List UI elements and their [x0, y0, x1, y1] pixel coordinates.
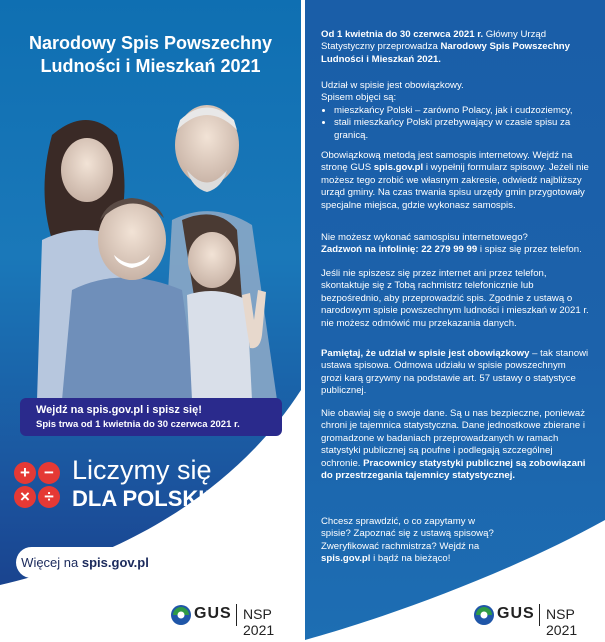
logo-divider [236, 604, 237, 626]
covered-list [321, 105, 589, 142]
math-signs-logo [14, 462, 62, 510]
leaflet-front-panel [0, 0, 301, 642]
minus-icon: − [38, 462, 60, 484]
data-safety-bold: Pracownicy statystyki publicznej są zobowiązani do przestrzegania tajemnicy statystycznej. [321, 457, 586, 482]
spis-link[interactable]: spis.gov.pl [373, 162, 424, 174]
obligation-paragraph [321, 80, 589, 142]
census-name: Narodowy Spis Powszechny Ludności i Mieszkań 2021. [321, 41, 571, 65]
family-photo [22, 100, 282, 400]
covered-heading: Spisem objęci są: [321, 92, 397, 104]
more-info-prefix: Więcej na [21, 555, 82, 570]
nsp-wordmark: NSP 2021 [243, 606, 275, 638]
list-item: • mieszkańcy Polski – zarówno Polacy, jak i cudzoziemcy, [334, 105, 589, 117]
nsp-wordmark: NSP 2021 [546, 606, 578, 638]
gus-nsp-logo [170, 602, 295, 638]
gus-emblem-icon [473, 604, 495, 626]
slogan-line-2: DLA POLSKI! [72, 486, 212, 511]
banner-dates: Spis trwa od 1 kwietnia do 30 czerwca 2021 r. [36, 419, 240, 430]
self-census-paragraph [321, 150, 589, 212]
hotline-text: i spisz się przez telefon. [477, 244, 582, 256]
data-safety-text: Nie obawiaj się o swoje dane. Są u nas bezpieczne, ponieważ chroni je tajemnica statystyczna. Dane jednostkowe zbierane i gromadzone w badaniach przeprowadzanych w ramach statystyki publicznej są poufne i podlegają szczególnej ochronie. [321, 408, 585, 469]
gus-wordmark: GUS [194, 605, 232, 622]
spis-link-2[interactable]: spis.gov.pl [321, 553, 371, 565]
leaflet-back-panel [305, 0, 605, 642]
logo-divider [539, 604, 540, 626]
list-item: • stali mieszkańcy Polski przebywający w czasie spisu za granicą. [334, 117, 589, 142]
mandatory-bold: Pamiętaj, że udział w spisie jest obowiązkowy [321, 348, 530, 359]
check-paragraph [321, 516, 501, 566]
gus-wordmark: GUS [497, 605, 535, 622]
leaflet-title [10, 32, 291, 78]
call-to-action-banner [20, 398, 282, 436]
plus-icon: + [14, 462, 36, 484]
mandatory-paragraph [321, 348, 589, 398]
slogan-line-1: Liczymy się [72, 455, 212, 485]
hotline-number: Zadzwoń na infolinię: 22 279 99 99 [321, 244, 478, 256]
title-line-2: Ludności i Mieszkań 2021 [40, 56, 261, 76]
check-text: Chcesz sprawdzić, o co zapytamy w spisie? Zapoznać się z ustawą spisową? Zweryfikować rachmistrza? Wejdź na [321, 516, 494, 552]
obligation-text: Udział w spisie jest obowiązkowy. [321, 80, 464, 91]
title-line-1: Narodowy Spis Powszechny [28, 33, 273, 53]
gus-nsp-logo-right [473, 602, 598, 638]
intro-text: Główny Urząd Statystyczny przeprowadza [321, 29, 547, 53]
more-info-url: spis.gov.pl [81, 555, 149, 570]
hotline-question: Nie możesz wykonać samospisu internetowego? [321, 232, 528, 243]
data-safety-paragraph [321, 408, 589, 482]
self-census-text-cont: i wypełnij formularz spisowy. Jeżeli nie możesz tego zrobić we własnym zakresie, odwiedź najbliższy urząd gminy. Na czas trwania spisu urzędy gmin przygotowały specjalne miejsca, gdzie wykonasz samospis. [321, 162, 589, 211]
mandatory-text: – tak stanowi ustawa spisowa. Odmowa udziału w spisie powszechnym grozi karą grzywny na podstawie art. 57 ustawy o statystyce publicznej. [321, 348, 589, 397]
census-dates: Od 1 kwietnia do 30 czerwca 2021 r. [321, 29, 484, 40]
banner-headline: Wejdź na spis.gov.pl i spisz się! [36, 404, 202, 416]
hotline-paragraph [321, 232, 589, 257]
more-info-link[interactable] [16, 547, 154, 578]
self-census-text: Obowiązkową metodą jest samospis internetowy. Wejdź na stronę GUS [321, 150, 573, 174]
check-text-end: i bądź na bieżąco! [370, 553, 451, 565]
gus-emblem-icon [170, 604, 192, 626]
intro-paragraph [321, 29, 589, 66]
multiply-icon: × [14, 486, 36, 508]
enumerator-text: Jeśli nie spiszesz się przez internet ani przez telefon, skontaktuje się z Tobą rachmistrz telefonicznie lub bezpośrednio, aby przeprowadzić spis. Zgodnie z ustawą o narodowym spisie powszechnym ludności i mieszkań w 2021 r. nie możesz odmówić mu przekazania danych. [321, 268, 589, 329]
divide-icon: ÷ [38, 486, 60, 508]
enumerator-paragraph [321, 268, 589, 330]
